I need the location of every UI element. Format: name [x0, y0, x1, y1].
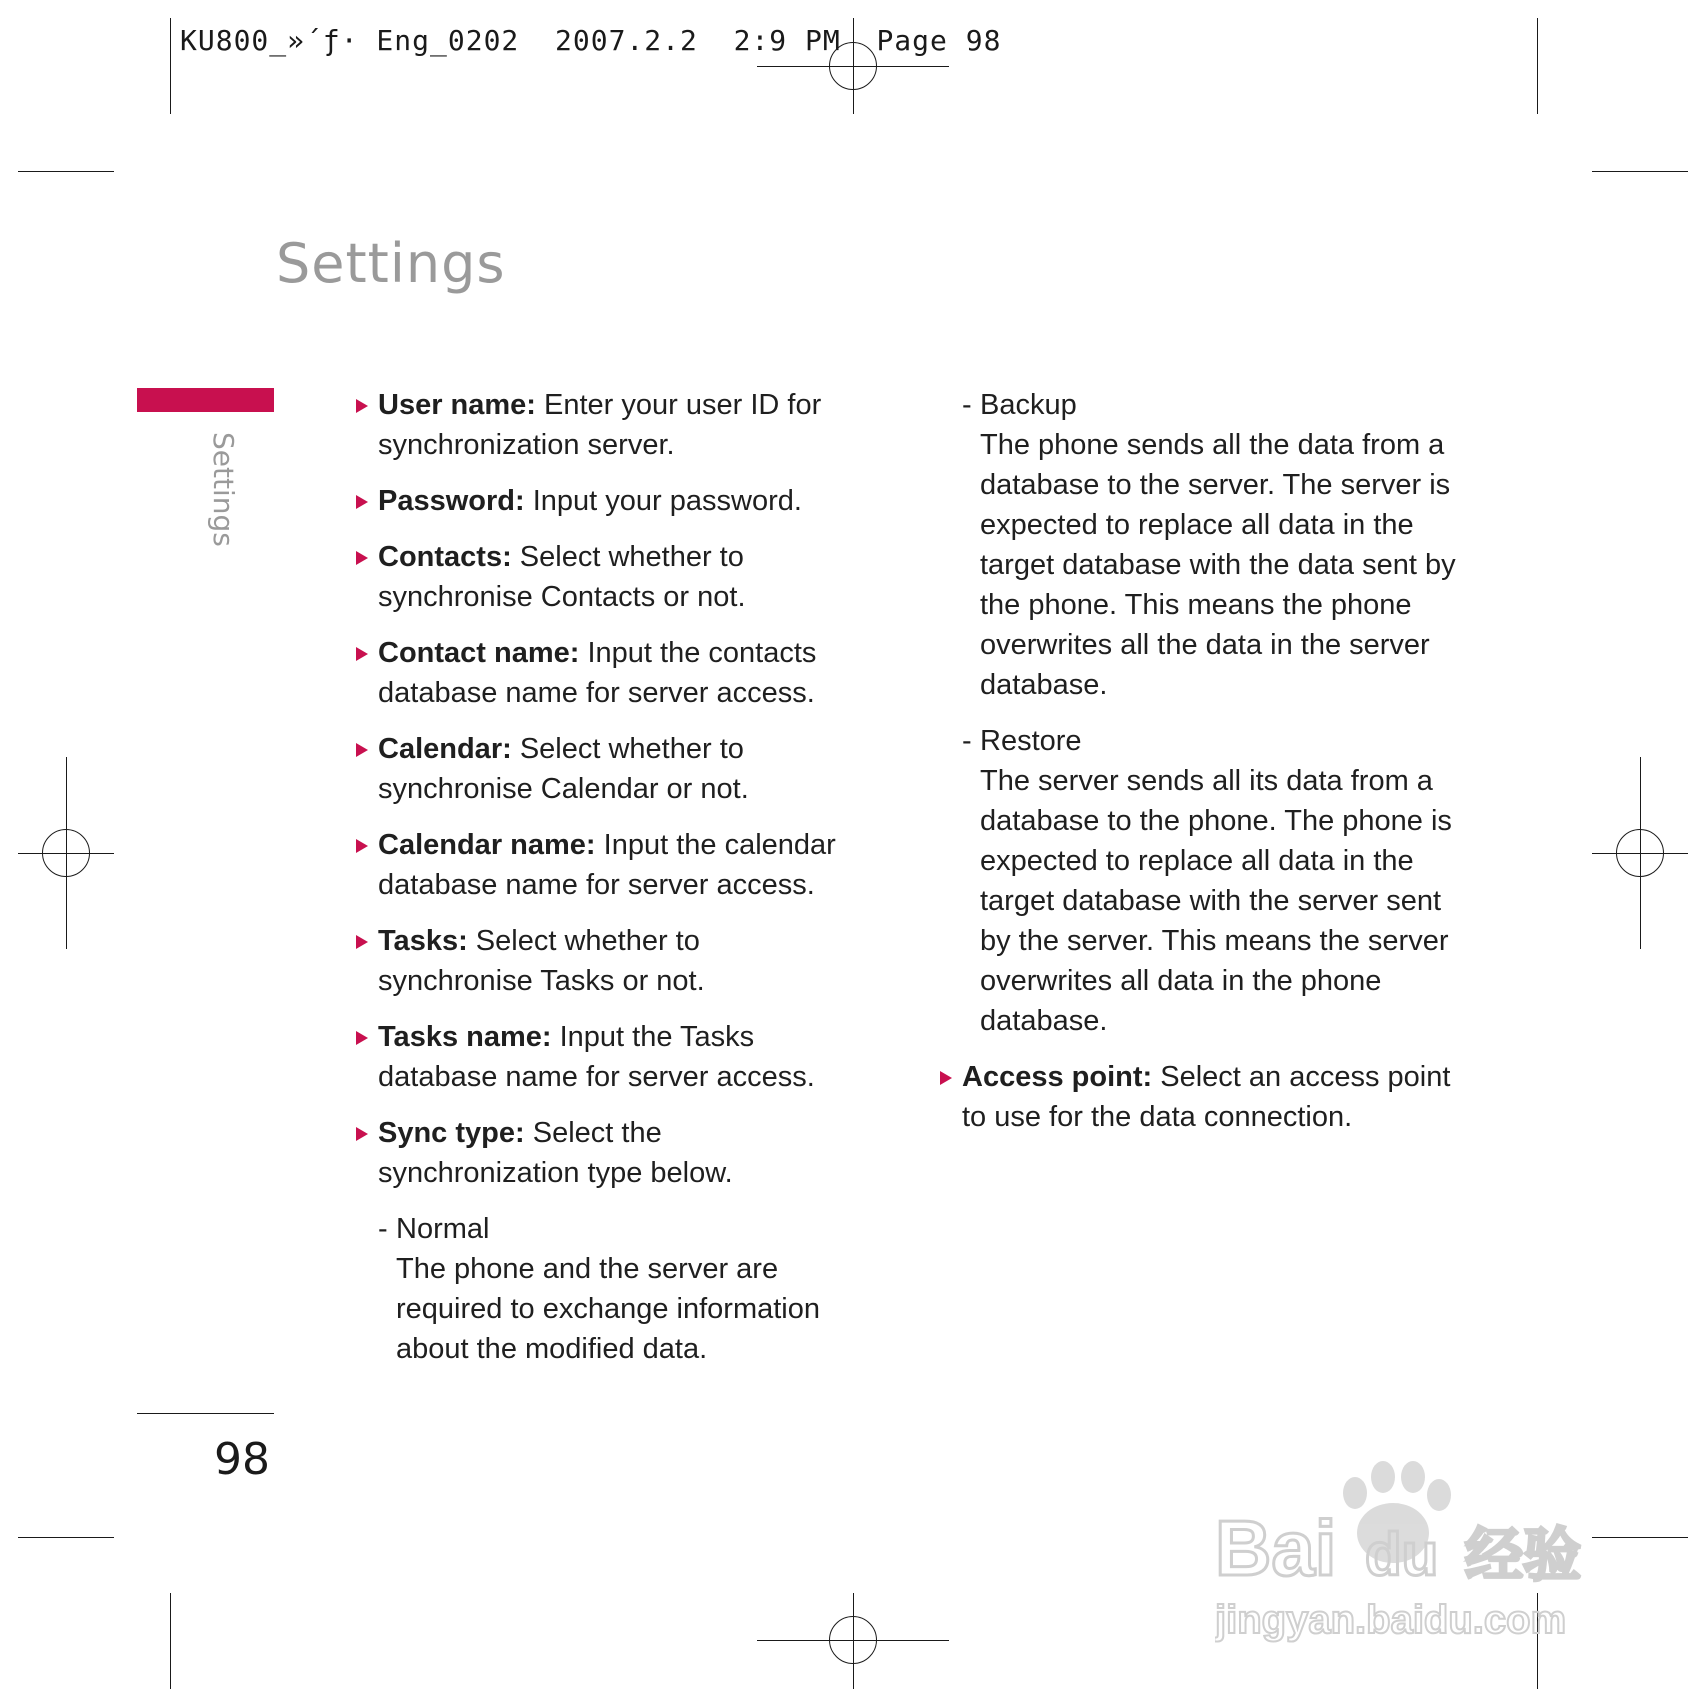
section-tab-label: Settings [207, 432, 240, 547]
baidu-jingyan-watermark [1215, 1455, 1615, 1655]
option-heading: Restore [980, 725, 1082, 757]
item-text: Input the contacts database name for server access. [378, 637, 817, 709]
svg-text:du: du [1365, 1521, 1439, 1588]
item-term: Password: [378, 485, 525, 517]
bullet-arrow-icon [356, 743, 368, 757]
list-item [356, 825, 856, 905]
crop-mark [18, 171, 114, 172]
crop-mark [1537, 18, 1538, 114]
bullet-arrow-icon [356, 839, 368, 853]
item-term: Calendar name: [378, 829, 596, 861]
item-term: User name: [378, 389, 536, 421]
crop-mark [18, 1537, 114, 1538]
crop-mark [1592, 171, 1688, 172]
item-text: Input your password. [524, 485, 802, 517]
bullet-arrow-icon [356, 647, 368, 661]
item-text: Select whether to synchronise Calendar or not. [378, 733, 749, 805]
sync-type-option [940, 385, 1460, 705]
list-item [356, 921, 856, 1001]
item-term: Contact name: [378, 637, 580, 669]
item-term: Sync type: [378, 1117, 525, 1149]
dash-marker: - [378, 1213, 388, 1245]
crop-mark [170, 18, 171, 114]
crop-mark [170, 1593, 171, 1689]
dash-marker: - [962, 725, 972, 757]
list-item [940, 1057, 1460, 1137]
option-heading: Backup [980, 389, 1077, 421]
sync-type-option [940, 721, 1460, 1041]
item-term: Access point: [962, 1061, 1153, 1093]
item-term: Calendar: [378, 733, 512, 765]
item-term: Tasks: [378, 925, 468, 957]
item-text: Enter your user ID for synchronization server. [378, 389, 822, 461]
dash-marker: - [962, 389, 972, 421]
item-text: Input the calendar database name for server access. [378, 829, 836, 901]
bullet-arrow-icon [356, 935, 368, 949]
page-title: Settings [276, 232, 506, 295]
page-number: 98 [214, 1434, 270, 1485]
left-column [356, 385, 856, 1385]
item-text: Input the Tasks database name for server access. [378, 1021, 815, 1093]
bullet-arrow-icon [356, 495, 368, 509]
list-item [356, 481, 856, 521]
option-body: The server sends all its data from a database to the phone. The phone is expected to replace all data in the target database with the server sent by the server. This means the server overwrites all data in the phone database. [980, 765, 1452, 1037]
bullet-arrow-icon [356, 1031, 368, 1045]
item-text: Select whether to synchronise Tasks or not. [378, 925, 705, 997]
registration-mark-circle [829, 1616, 877, 1664]
list-item [356, 537, 856, 617]
list-item [356, 1113, 856, 1193]
list-item [356, 729, 856, 809]
bullet-arrow-icon [356, 399, 368, 413]
item-text: Select whether to synchronise Contacts or not. [378, 541, 746, 613]
list-item [356, 1017, 856, 1097]
registration-mark-circle [1616, 829, 1664, 877]
registration-mark-circle [42, 829, 90, 877]
svg-text:jingyan.baidu.com: jingyan.baidu.com [1215, 1598, 1567, 1642]
svg-text:经验: 经验 [1465, 1521, 1582, 1589]
section-tab-bar [137, 388, 274, 412]
footer-rule [137, 1413, 274, 1414]
item-term: Contacts: [378, 541, 512, 573]
option-body: The phone sends all the data from a database to the server. The server is expected to replace all data in the target database with the data sent by the phone. This means the phone overwrites all the data in the server database. [980, 429, 1456, 701]
bullet-arrow-icon [940, 1071, 952, 1085]
item-text: Select an access point to use for the data connection. [962, 1061, 1451, 1133]
item-term: Tasks name: [378, 1021, 552, 1053]
sync-type-option [356, 1209, 856, 1369]
item-text: Select the synchronization type below. [378, 1117, 733, 1189]
option-body: The phone and the server are required to exchange information about the modified data. [396, 1253, 820, 1365]
right-column [940, 385, 1460, 1153]
svg-text:Bai: Bai [1215, 1504, 1337, 1592]
list-item [356, 633, 856, 713]
bullet-arrow-icon [356, 1127, 368, 1141]
option-heading: Normal [396, 1213, 490, 1245]
print-slug: KU800_»´ƒ· Eng_0202 2007.2.2 2:9 PM Page 98 [180, 24, 1002, 57]
bullet-arrow-icon [356, 551, 368, 565]
list-item [356, 385, 856, 465]
